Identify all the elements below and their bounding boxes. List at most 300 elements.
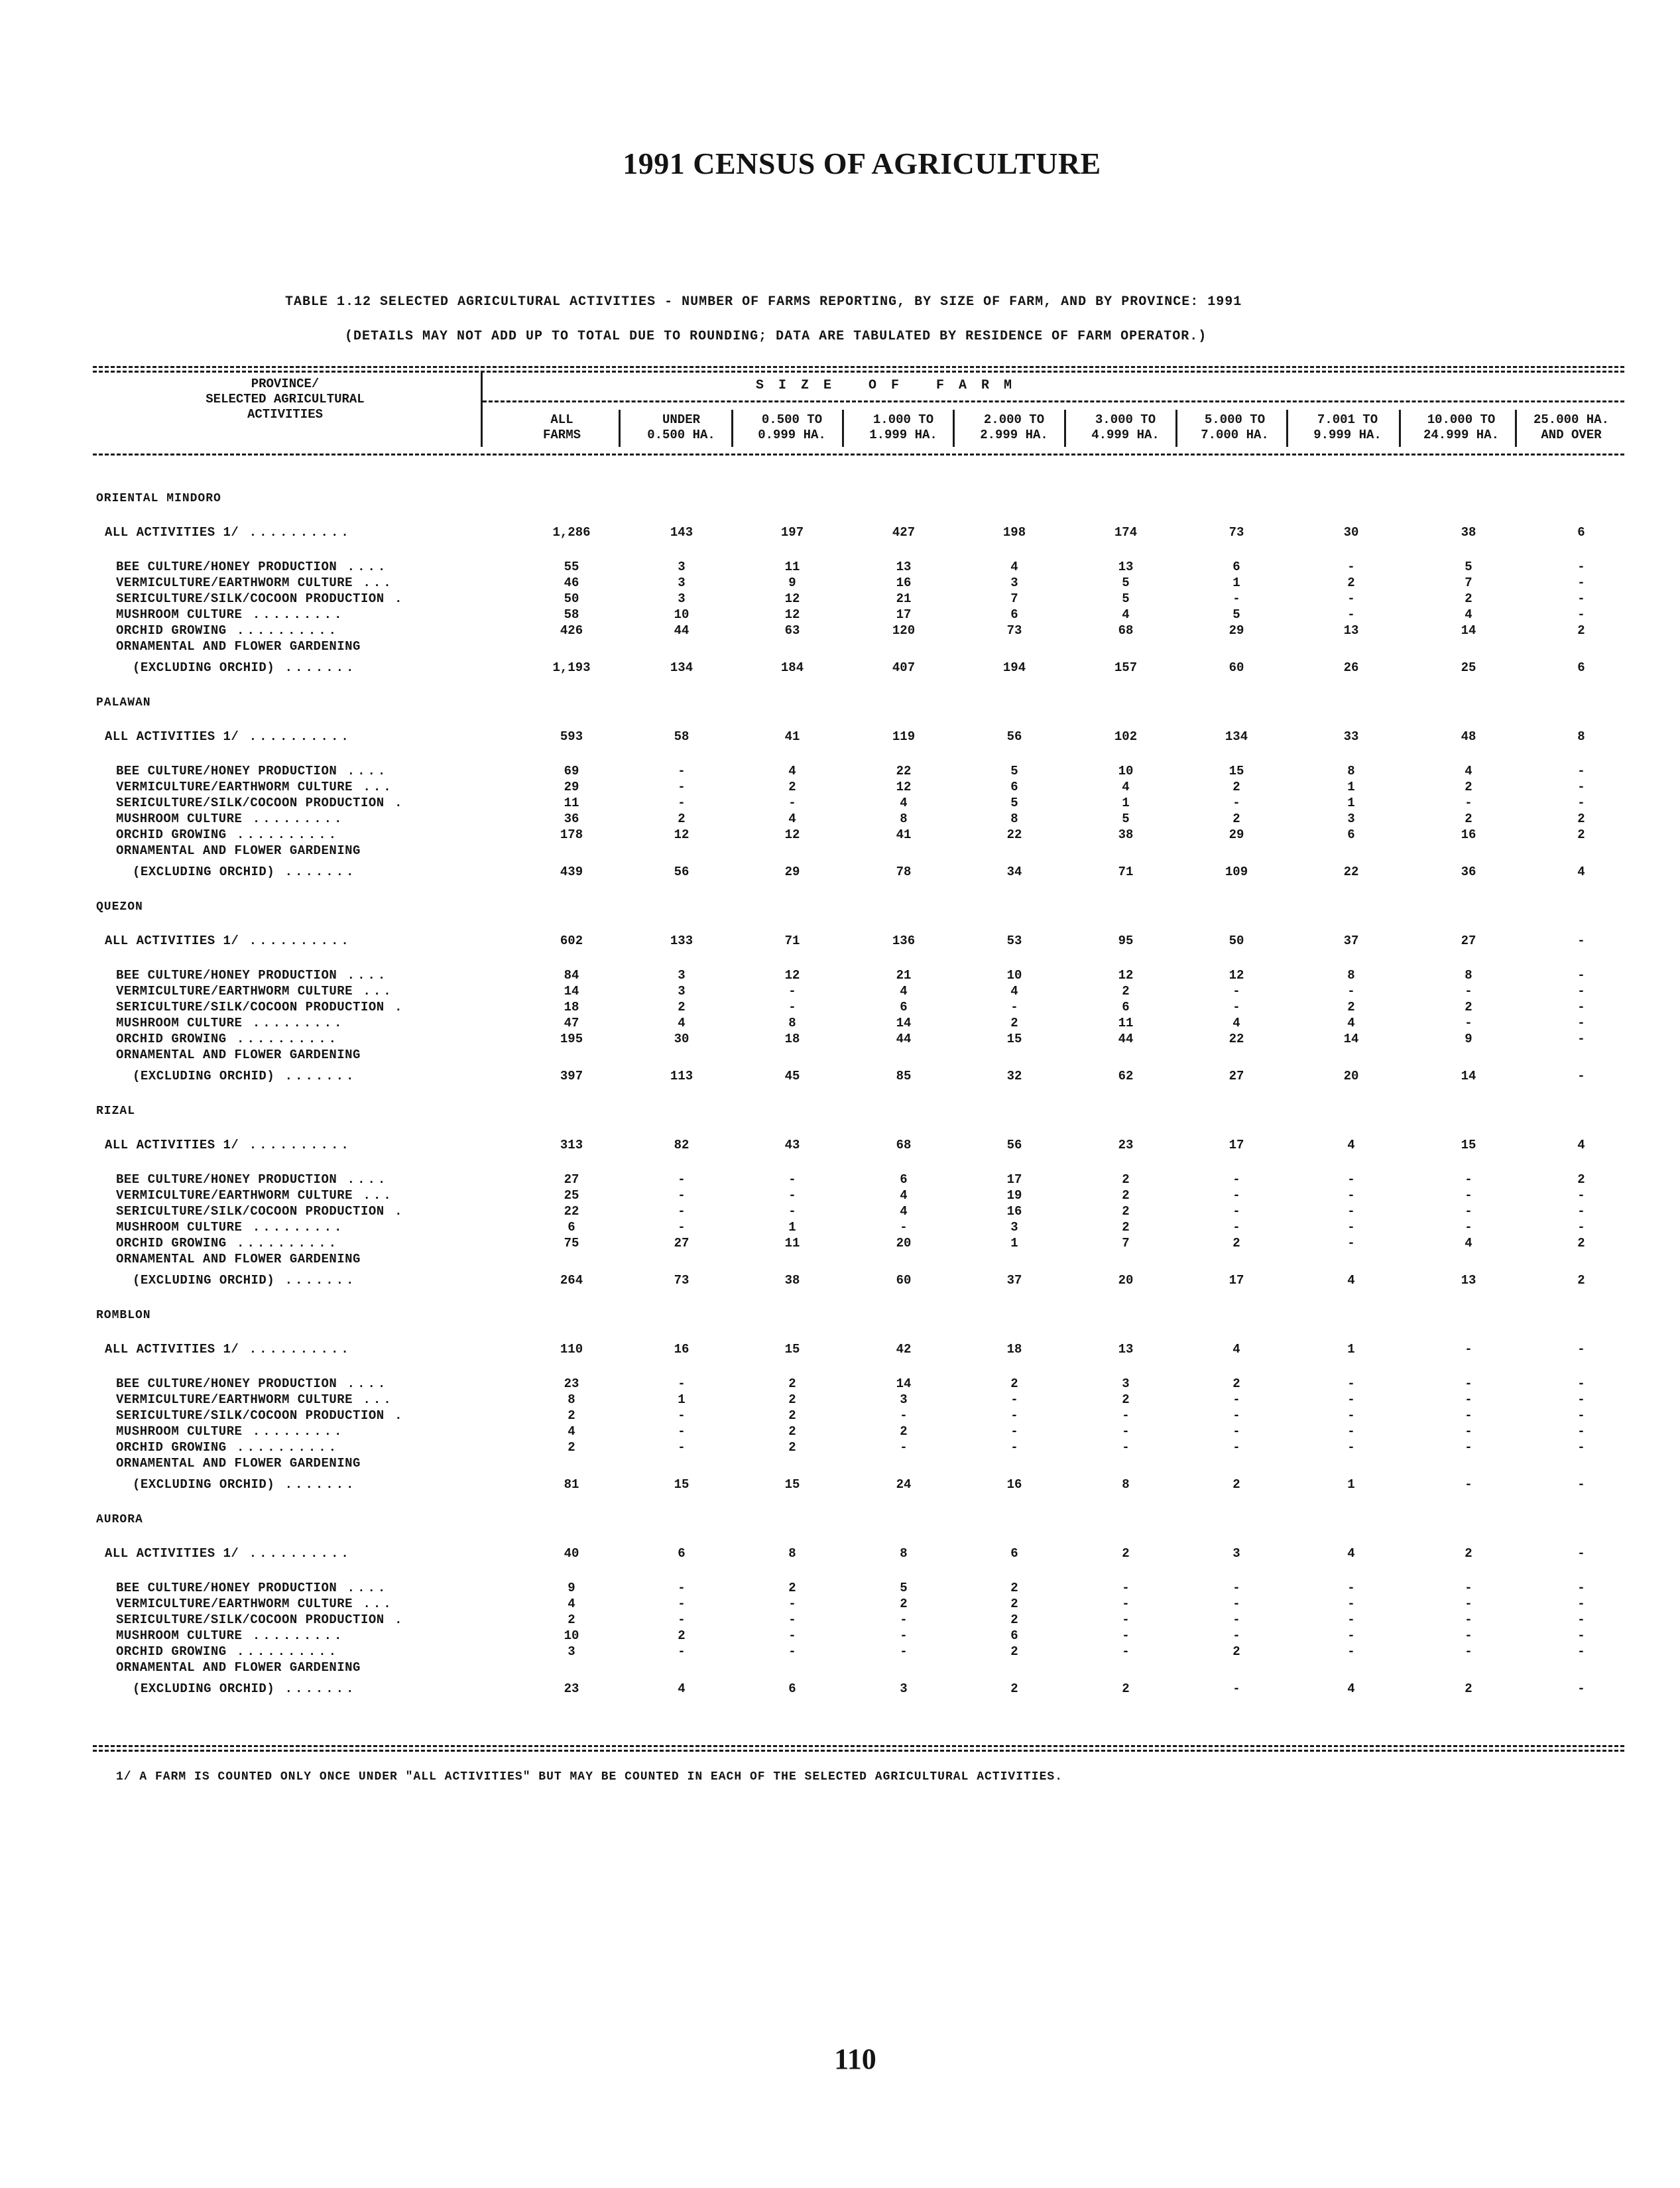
cell-value: 2: [1577, 623, 1585, 638]
cell-value: 27: [564, 1172, 579, 1187]
cell-value: 174: [1114, 525, 1138, 540]
row-label: [116, 1440, 339, 1455]
leader-dots: .: [384, 1612, 405, 1627]
cell-value: 4: [1347, 1273, 1355, 1288]
cell-value: 9: [788, 576, 796, 590]
cell-value: -: [1465, 1188, 1472, 1203]
cell-value: 8: [568, 1392, 575, 1407]
cell-value: 14: [1343, 1032, 1359, 1046]
cell-value: 14: [1461, 623, 1476, 638]
cell-value: 3: [1122, 1376, 1130, 1391]
cell-value: 2: [1347, 1000, 1355, 1014]
province-name: AURORA: [96, 1513, 143, 1526]
cell-value: 5: [1232, 607, 1240, 622]
cell-value: -: [1577, 1342, 1585, 1357]
cell-value: 21: [896, 968, 912, 983]
cell-value: -: [1347, 1236, 1355, 1250]
leader-dots: .: [384, 1204, 405, 1219]
cell-value: 2: [1010, 1376, 1018, 1391]
cell-value: -: [678, 1376, 686, 1391]
cell-value: 6: [678, 1546, 686, 1561]
cell-value: 2: [1122, 1188, 1130, 1203]
column-divider: [1286, 410, 1288, 447]
cell-value: 29: [784, 865, 800, 879]
row-label: [133, 660, 356, 675]
column-header: [1518, 412, 1624, 443]
table-top-rule: [93, 366, 1624, 373]
cell-value: 2: [1010, 1644, 1018, 1659]
cell-value: 1: [1122, 796, 1130, 810]
province-name: ROMBLON: [96, 1309, 151, 1322]
cell-value: -: [900, 1612, 908, 1627]
column-header: [849, 412, 958, 443]
cell-value: 7: [1465, 576, 1472, 590]
cell-value: 3: [1010, 576, 1018, 590]
cell-value: 136: [892, 934, 916, 948]
column-header-line: ALL: [550, 412, 573, 427]
cell-value: 69: [564, 764, 579, 778]
label-text: (EXCLUDING ORCHID): [133, 1477, 275, 1492]
cell-value: -: [1465, 1581, 1472, 1595]
cell-value: -: [1347, 1392, 1355, 1407]
label-text: SERICULTURE/SILK/COCOON PRODUCTION: [116, 1000, 385, 1014]
cell-value: 426: [560, 623, 583, 638]
label-text: VERMICULTURE/EARTHWORM CULTURE: [116, 1597, 353, 1611]
cell-value: 32: [1006, 1069, 1022, 1083]
size-header-rule: [483, 400, 1624, 402]
cell-value: 6: [1577, 525, 1585, 540]
cell-value: 6: [1347, 827, 1355, 842]
cell-value: 4: [1465, 764, 1472, 778]
cell-value: 10: [674, 607, 690, 622]
column-header-line: 10.000 TO: [1427, 412, 1496, 427]
row-label: [116, 1392, 394, 1407]
cell-value: 1: [1347, 780, 1355, 794]
label-text: ALL ACTIVITIES 1/: [105, 1138, 239, 1152]
cell-value: -: [1010, 1440, 1018, 1455]
cell-value: 13: [1118, 1342, 1134, 1357]
cell-value: -: [1232, 1424, 1240, 1439]
cell-value: 397: [560, 1069, 583, 1083]
cell-value: -: [1347, 1597, 1355, 1611]
cell-value: 4: [1465, 1236, 1472, 1250]
cell-value: 3: [900, 1681, 908, 1696]
cell-value: 42: [896, 1342, 912, 1357]
cell-value: 2: [1465, 780, 1472, 794]
cell-value: -: [1577, 1032, 1585, 1046]
cell-value: 3: [568, 1644, 575, 1659]
cell-value: 2: [1122, 1392, 1130, 1407]
column-header: [510, 412, 613, 443]
cell-value: -: [678, 1220, 686, 1235]
column-header: [1180, 412, 1290, 443]
column-header-line: 7.001 TO: [1317, 412, 1378, 427]
column-divider: [1064, 410, 1066, 447]
column-header-line: 4.999 HA.: [1091, 428, 1160, 442]
cell-value: 184: [780, 660, 804, 675]
column-header: [1071, 412, 1180, 443]
leader-dots: ..........: [239, 1342, 351, 1357]
cell-value: -: [678, 1188, 686, 1203]
label-text: ALL ACTIVITIES 1/: [105, 1546, 239, 1561]
column-divider: [619, 410, 621, 447]
leader-dots: .: [384, 1408, 405, 1423]
label-text: ORCHID GROWING: [116, 827, 227, 842]
cell-value: 3: [678, 560, 686, 574]
cell-value: 3: [678, 576, 686, 590]
column-header-line: 5.000 TO: [1204, 412, 1266, 427]
cell-value: -: [1577, 1440, 1585, 1455]
province-name: ORIENTAL MINDORO: [96, 492, 221, 505]
cell-value: 2: [1577, 1172, 1585, 1187]
cell-value: 157: [1114, 660, 1138, 675]
cell-value: 1,193: [552, 660, 591, 675]
cell-value: 2: [788, 1376, 796, 1391]
cell-value: 6: [1010, 780, 1018, 794]
cell-value: 40: [564, 1546, 579, 1561]
row-label: [105, 729, 351, 744]
cell-value: 3: [678, 984, 686, 999]
cell-value: -: [788, 1628, 796, 1643]
cell-value: 16: [674, 1342, 690, 1357]
row-label: [116, 1204, 404, 1219]
leader-dots: ....: [337, 1172, 389, 1187]
cell-value: 13: [1118, 560, 1134, 574]
cell-value: 2: [1232, 1644, 1240, 1659]
cell-value: 45: [784, 1069, 800, 1083]
row-label: [116, 1376, 388, 1391]
cell-value: 13: [896, 560, 912, 574]
cell-value: 29: [564, 780, 579, 794]
cell-value: -: [1347, 1612, 1355, 1627]
cell-value: 7: [1122, 1236, 1130, 1250]
cell-value: 2: [1232, 1477, 1240, 1492]
leader-dots: ...: [353, 1597, 394, 1611]
leader-dots: ..........: [239, 934, 351, 948]
row-label: [105, 934, 351, 948]
leader-dots: .......: [274, 1477, 357, 1492]
cell-value: 25: [564, 1188, 579, 1203]
leader-dots: ...: [353, 1188, 394, 1203]
cell-value: -: [1347, 1220, 1355, 1235]
cell-value: 25: [1461, 660, 1476, 675]
cell-value: 427: [892, 525, 916, 540]
cell-value: 4: [1347, 1681, 1355, 1696]
cell-value: 38: [1118, 827, 1134, 842]
cell-value: 8: [1465, 968, 1472, 983]
leader-dots: .......: [274, 865, 357, 879]
cell-value: 12: [1229, 968, 1244, 983]
cell-value: 4: [1577, 1138, 1585, 1152]
leader-dots: ....: [337, 968, 389, 983]
cell-value: -: [1577, 1408, 1585, 1423]
cell-value: 6: [1010, 1546, 1018, 1561]
column-header-line: 9.999 HA.: [1313, 428, 1382, 442]
cell-value: 16: [1006, 1477, 1022, 1492]
label-text: MUSHROOM CULTURE: [116, 1016, 243, 1030]
cell-value: 6: [1010, 1628, 1018, 1643]
cell-value: -: [678, 1612, 686, 1627]
cell-value: -: [678, 780, 686, 794]
cell-value: 41: [896, 827, 912, 842]
cell-value: 198: [1002, 525, 1026, 540]
cell-value: 23: [1118, 1138, 1134, 1152]
label-text: ALL ACTIVITIES 1/: [105, 729, 239, 744]
leader-dots: .......: [274, 1273, 357, 1288]
cell-value: 43: [784, 1138, 800, 1152]
row-label: [116, 1016, 344, 1030]
cell-value: 8: [1010, 812, 1018, 826]
cell-value: -: [1465, 1440, 1472, 1455]
cell-value: 2: [900, 1424, 908, 1439]
cell-value: 60: [896, 1273, 912, 1288]
row-label: [116, 1612, 404, 1627]
cell-value: -: [788, 984, 796, 999]
row-label: [116, 1000, 404, 1014]
cell-value: -: [1347, 1628, 1355, 1643]
column-header-line: 0.500 HA.: [647, 428, 715, 442]
cell-value: -: [678, 1440, 686, 1455]
cell-value: 2: [1577, 827, 1585, 842]
cell-value: 102: [1114, 729, 1138, 744]
leader-dots: ....: [337, 1581, 389, 1595]
cell-value: 73: [1229, 525, 1244, 540]
cell-value: -: [1347, 1408, 1355, 1423]
cell-value: 46: [564, 576, 579, 590]
cell-value: -: [1577, 1644, 1585, 1659]
cell-value: -: [1232, 1612, 1240, 1627]
column-divider: [1515, 410, 1517, 447]
label-text: ORNAMENTAL AND FLOWER GARDENING: [116, 843, 361, 858]
cell-value: 33: [1343, 729, 1359, 744]
cell-value: 133: [670, 934, 693, 948]
cell-value: 22: [1343, 865, 1359, 879]
leader-dots: ....: [337, 764, 389, 778]
cell-value: -: [1232, 984, 1240, 999]
row-label: [105, 1138, 351, 1152]
column-header-line: AND OVER: [1541, 428, 1602, 442]
cell-value: 4: [1465, 607, 1472, 622]
cell-value: 26: [1343, 660, 1359, 675]
cell-value: 2: [1347, 576, 1355, 590]
cell-value: -: [1465, 1342, 1472, 1357]
cell-value: 2: [788, 780, 796, 794]
cell-value: 2: [788, 1440, 796, 1455]
cell-value: -: [1577, 1016, 1585, 1030]
cell-value: 439: [560, 865, 583, 879]
cell-value: -: [1577, 1477, 1585, 1492]
cell-value: -: [1232, 1408, 1240, 1423]
label-text: (EXCLUDING ORCHID): [133, 865, 275, 879]
cell-value: 12: [784, 607, 800, 622]
cell-value: 5: [1465, 560, 1472, 574]
cell-value: 5: [1010, 764, 1018, 778]
cell-value: 134: [1225, 729, 1248, 744]
cell-value: 14: [896, 1016, 912, 1030]
label-text: SERICULTURE/SILK/COCOON PRODUCTION: [116, 591, 385, 606]
label-text: ALL ACTIVITIES 1/: [105, 1342, 239, 1357]
cell-value: 4: [568, 1597, 575, 1611]
cell-value: 2: [1465, 812, 1472, 826]
cell-value: 4: [900, 796, 908, 810]
cell-value: -: [678, 1408, 686, 1423]
cell-value: 1: [1232, 576, 1240, 590]
cell-value: 84: [564, 968, 579, 983]
cell-value: -: [1577, 1628, 1585, 1643]
cell-value: 2: [788, 1424, 796, 1439]
cell-value: -: [1465, 1376, 1472, 1391]
size-of-farm-header: SIZE OF FARM: [756, 378, 1027, 393]
cell-value: -: [1465, 1612, 1472, 1627]
cell-value: 16: [896, 576, 912, 590]
cell-value: 6: [1577, 660, 1585, 675]
cell-value: -: [1010, 1408, 1018, 1423]
cell-value: 6: [788, 1681, 796, 1696]
row-label: [116, 1032, 339, 1046]
cell-value: 5: [1122, 812, 1130, 826]
column-header: [1293, 412, 1402, 443]
cell-value: 4: [900, 1188, 908, 1203]
cell-value: 11: [1118, 1016, 1134, 1030]
cell-value: 15: [674, 1477, 690, 1492]
cell-value: -: [678, 1581, 686, 1595]
cell-value: 60: [1229, 660, 1244, 675]
cell-value: 14: [564, 984, 579, 999]
cell-value: 29: [1229, 827, 1244, 842]
label-text: VERMICULTURE/EARTHWORM CULTURE: [116, 780, 353, 794]
cell-value: 11: [564, 796, 579, 810]
cell-value: -: [1232, 1597, 1240, 1611]
stub-header-line: PROVINCE/: [251, 377, 320, 391]
row-label: [116, 764, 388, 778]
cell-value: 2: [1232, 780, 1240, 794]
cell-value: -: [900, 1644, 908, 1659]
cell-value: 73: [1006, 623, 1022, 638]
cell-value: 2: [1465, 1000, 1472, 1014]
row-label: [133, 1681, 356, 1696]
leader-dots: ...: [353, 984, 394, 999]
cell-value: -: [1465, 1408, 1472, 1423]
cell-value: 17: [1229, 1273, 1244, 1288]
label-text: BEE CULTURE/HONEY PRODUCTION: [116, 560, 337, 574]
cell-value: -: [1347, 1204, 1355, 1219]
cell-value: 4: [1577, 865, 1585, 879]
leader-dots: .........: [242, 812, 345, 826]
cell-value: 8: [1347, 968, 1355, 983]
cell-value: 5: [1122, 576, 1130, 590]
cell-value: 8: [900, 812, 908, 826]
cell-value: 16: [1006, 1204, 1022, 1219]
cell-value: -: [1577, 607, 1585, 622]
row-label: [116, 639, 361, 654]
row-label: [116, 968, 388, 983]
leader-dots: .: [384, 796, 405, 810]
column-header: [959, 412, 1069, 443]
cell-value: -: [1347, 607, 1355, 622]
cell-value: 4: [1010, 560, 1018, 574]
cell-value: 12: [784, 827, 800, 842]
cell-value: 119: [892, 729, 916, 744]
cell-value: 1: [1347, 796, 1355, 810]
column-header-line: FARMS: [542, 428, 581, 442]
cell-value: 41: [784, 729, 800, 744]
cell-value: -: [1577, 764, 1585, 778]
cell-value: -: [1465, 1597, 1472, 1611]
cell-value: 10: [1118, 764, 1134, 778]
label-text: MUSHROOM CULTURE: [116, 812, 243, 826]
row-label: [133, 1477, 356, 1492]
cell-value: 27: [674, 1236, 690, 1250]
column-header-line: UNDER: [662, 412, 700, 427]
cell-value: -: [1122, 1628, 1130, 1643]
cell-value: -: [788, 1597, 796, 1611]
cell-value: -: [1122, 1581, 1130, 1595]
leader-dots: ..........: [239, 1138, 351, 1152]
cell-value: 44: [1118, 1032, 1134, 1046]
cell-value: 36: [564, 812, 579, 826]
cell-value: -: [1347, 591, 1355, 606]
cell-value: 264: [560, 1273, 583, 1288]
cell-value: -: [1122, 1424, 1130, 1439]
label-text: ORCHID GROWING: [116, 1440, 227, 1455]
cell-value: -: [1465, 1424, 1472, 1439]
cell-value: 82: [674, 1138, 690, 1152]
cell-value: -: [1232, 1204, 1240, 1219]
cell-value: 2: [788, 1408, 796, 1423]
cell-value: 22: [896, 764, 912, 778]
footnote: 1/ A FARM IS COUNTED ONLY ONCE UNDER "ALL ACTIVITIES" BUT MAY BE COUNTED IN EACH OF THE SELECTED AGRICULTURAL ACTIVITIES.: [116, 1770, 1063, 1784]
cell-value: 407: [892, 660, 916, 675]
cell-value: 15: [1006, 1032, 1022, 1046]
label-text: SERICULTURE/SILK/COCOON PRODUCTION: [116, 796, 385, 810]
label-text: ALL ACTIVITIES 1/: [105, 525, 239, 540]
table-note: (DETAILS MAY NOT ADD UP TO TOTAL DUE TO ROUNDING; DATA ARE TABULATED BY RESIDENCE OF FARM OPERATOR.): [345, 329, 1207, 344]
cell-value: 56: [1006, 1138, 1022, 1152]
cell-value: 2: [1122, 1220, 1130, 1235]
cell-value: 27: [1229, 1069, 1244, 1083]
cell-value: -: [900, 1440, 908, 1455]
cell-value: 68: [1118, 623, 1134, 638]
cell-value: -: [1577, 1188, 1585, 1203]
column-divider: [1399, 410, 1401, 447]
cell-value: 313: [560, 1138, 583, 1152]
cell-value: -: [1577, 1220, 1585, 1235]
cell-value: 194: [1002, 660, 1026, 675]
cell-value: -: [1577, 576, 1585, 590]
cell-value: 38: [784, 1273, 800, 1288]
cell-value: 4: [678, 1681, 686, 1696]
row-label: [116, 1424, 344, 1439]
cell-value: 2: [568, 1408, 575, 1423]
cell-value: -: [678, 1597, 686, 1611]
cell-value: -: [1232, 1172, 1240, 1187]
column-header-line: 1.000 TO: [872, 412, 934, 427]
cell-value: 56: [674, 865, 690, 879]
cell-value: -: [1577, 968, 1585, 983]
label-text: ORNAMENTAL AND FLOWER GARDENING: [116, 1252, 361, 1266]
cell-value: -: [1347, 1376, 1355, 1391]
cell-value: 14: [896, 1376, 912, 1391]
cell-value: -: [1232, 1188, 1240, 1203]
label-text: SERICULTURE/SILK/COCOON PRODUCTION: [116, 1408, 385, 1423]
cell-value: 75: [564, 1236, 579, 1250]
cell-value: -: [1577, 1204, 1585, 1219]
cell-value: -: [1347, 1644, 1355, 1659]
cell-value: -: [1465, 796, 1472, 810]
column-divider: [731, 410, 733, 447]
cell-value: 2: [1010, 1016, 1018, 1030]
column-header-line: 7.000 HA.: [1201, 428, 1269, 442]
